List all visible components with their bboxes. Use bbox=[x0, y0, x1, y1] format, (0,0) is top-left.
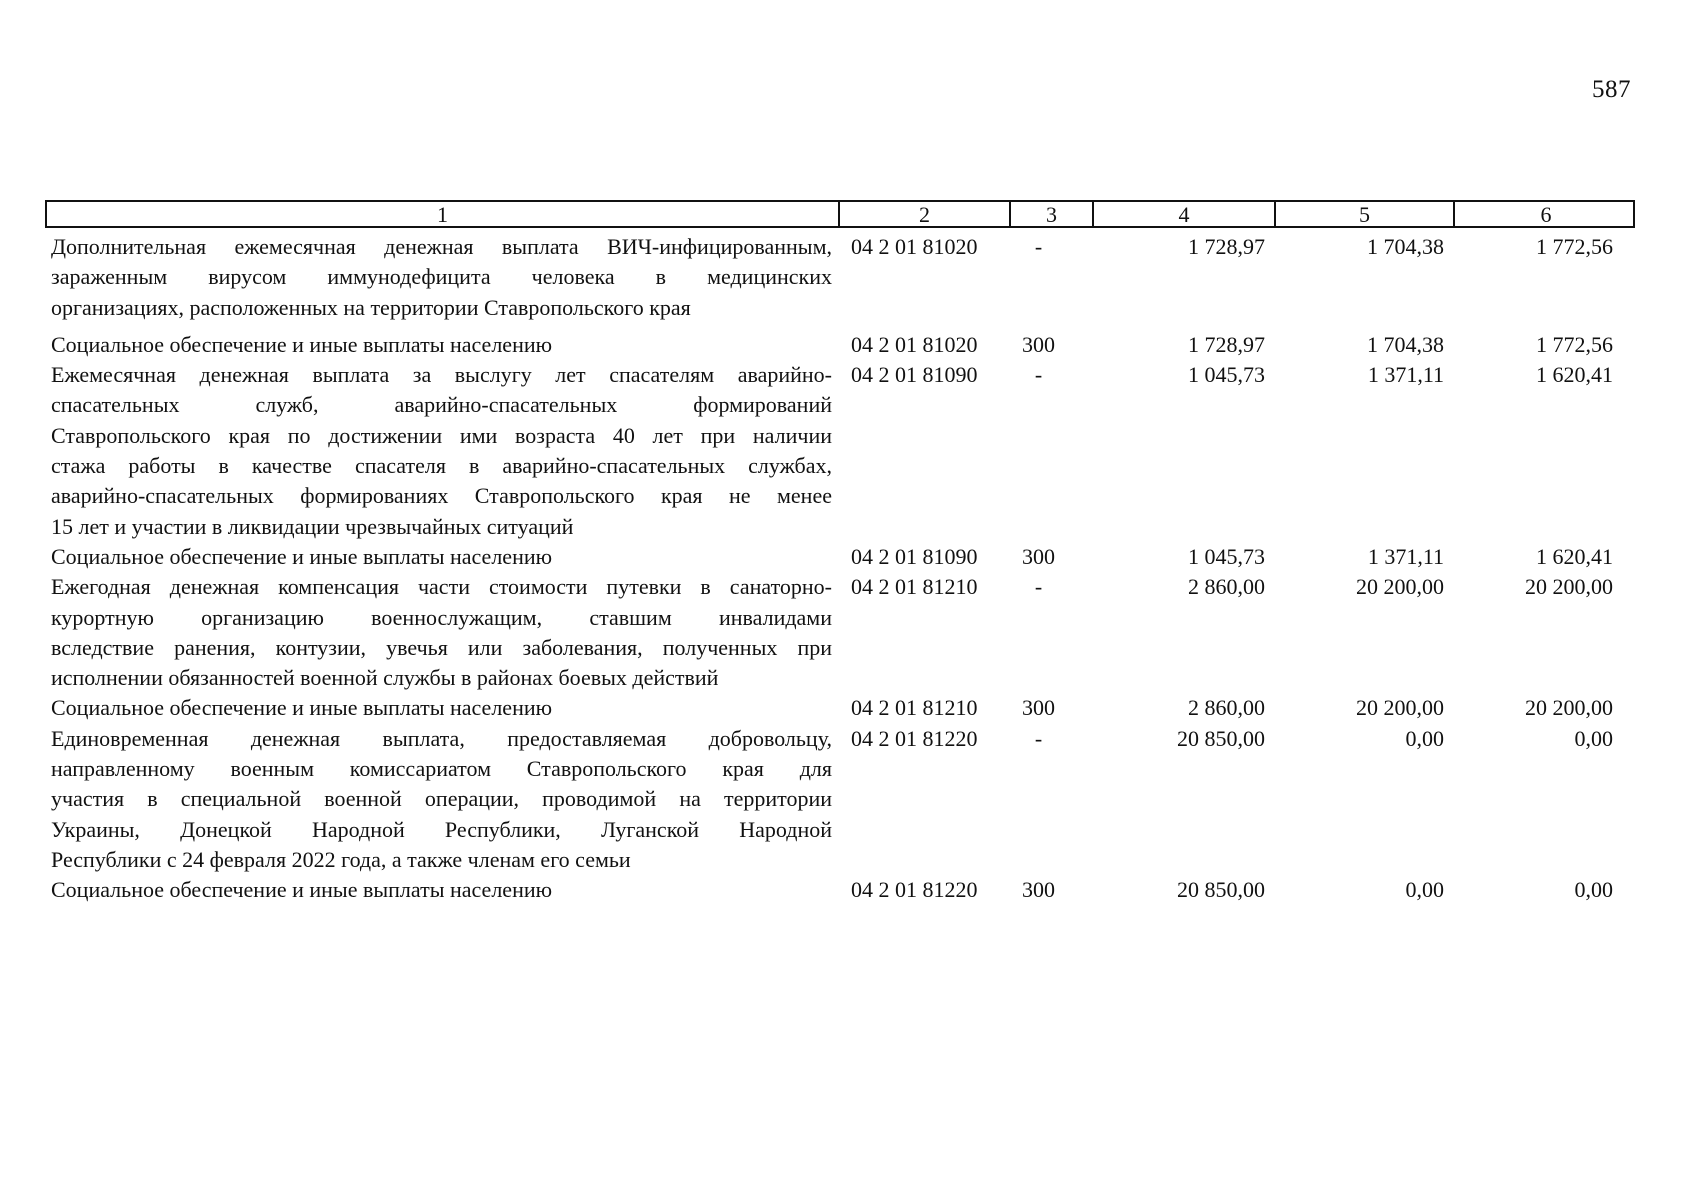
row-value-5: 1 704,38 bbox=[1367, 234, 1444, 259]
row-description bbox=[45, 542, 836, 572]
row-value-5: 20 200,00 bbox=[1356, 695, 1444, 721]
row-description bbox=[45, 232, 836, 323]
description-line: курортную организацию военнослужащим, ставшим инвалидами bbox=[51, 604, 832, 630]
row-value-6: 1 620,41 bbox=[1536, 362, 1613, 388]
description-line: Республики с 24 февраля 2022 года, а также членам его семьи bbox=[51, 846, 631, 872]
row-value-6: 1 772,56 bbox=[1536, 234, 1613, 259]
row-code: 04 2 01 81220 bbox=[851, 877, 978, 903]
table-body bbox=[45, 232, 1635, 906]
description-line: Единовременная денежная выплата, предоставляемая добровольцу, bbox=[51, 725, 832, 751]
row-value-4: 2 860,00 bbox=[1188, 695, 1265, 721]
description-line: исполнении обязанностей военной службы в районах боевых действий bbox=[51, 665, 719, 691]
row-expense-type: - bbox=[1034, 234, 1043, 259]
table-row bbox=[45, 875, 1635, 905]
row-value-6: 20 200,00 bbox=[1525, 574, 1613, 600]
row-description bbox=[45, 724, 836, 875]
table-row bbox=[45, 360, 1635, 542]
description-line: Украины, Донецкой Народной Республики, Луганской Народной bbox=[51, 816, 832, 842]
row-value-5: 1 371,11 bbox=[1367, 362, 1444, 388]
row-expense-type: - bbox=[1034, 574, 1043, 600]
table-row bbox=[45, 232, 1635, 323]
row-expense-type: 300 bbox=[1022, 695, 1055, 721]
description-line: 15 лет и участии в ликвидации чрезвычайных ситуаций bbox=[51, 513, 574, 539]
table-row bbox=[45, 724, 1635, 875]
row-value-4: 1 728,97 bbox=[1188, 234, 1265, 259]
header-cell-6: 6 bbox=[1453, 202, 1637, 228]
row-value-4: 20 850,00 bbox=[1177, 877, 1265, 903]
description-line: Социальное обеспечение и иные выплаты населению bbox=[51, 331, 553, 357]
description-line: зараженным вирусом иммунодефицита человека в медицинских bbox=[51, 264, 832, 290]
header-cell-2: 2 bbox=[838, 202, 1009, 228]
row-code: 04 2 01 81020 bbox=[851, 234, 978, 259]
row-value-5: 1 371,11 bbox=[1367, 543, 1444, 569]
table-row bbox=[45, 330, 1635, 360]
table-row bbox=[45, 693, 1635, 723]
description-line: Социальное обеспечение и иные выплаты населению bbox=[51, 543, 553, 569]
header-cell-5: 5 bbox=[1274, 202, 1453, 228]
row-expense-type: 300 bbox=[1022, 543, 1055, 569]
row-expense-type: - bbox=[1034, 362, 1043, 388]
row-value-6: 0,00 bbox=[1574, 725, 1613, 751]
page-number: 587 bbox=[1592, 76, 1631, 103]
row-value-6: 0,00 bbox=[1574, 877, 1613, 903]
description-line: участия в специальной военной операции, проводимой на территории bbox=[51, 786, 832, 812]
description-line: Социальное обеспечение и иные выплаты населению bbox=[51, 695, 553, 721]
description-line: Дополнительная ежемесячная денежная выплата ВИЧ-инфицированным, bbox=[51, 234, 832, 259]
description-line: Ежемесячная денежная выплата за выслугу лет спасателям аварийно- bbox=[51, 362, 832, 388]
table-row bbox=[45, 572, 1635, 693]
row-value-4: 1 045,73 bbox=[1188, 543, 1265, 569]
row-code: 04 2 01 81210 bbox=[851, 695, 978, 721]
row-expense-type: 300 bbox=[1022, 331, 1055, 357]
description-line: Ежегодная денежная компенсация части стоимости путевки в санаторно- bbox=[51, 574, 832, 600]
row-description bbox=[45, 693, 836, 723]
row-code: 04 2 01 81090 bbox=[851, 362, 978, 388]
row-value-6: 1 772,56 bbox=[1536, 331, 1613, 357]
description-line: организациях, расположенных на территории Ставропольского края bbox=[51, 294, 691, 320]
row-code: 04 2 01 81090 bbox=[851, 543, 978, 569]
row-description bbox=[45, 875, 836, 905]
row-value-4: 1 045,73 bbox=[1188, 362, 1265, 388]
description-line: аварийно-спасательных формированиях Ставропольского края не менее bbox=[51, 483, 832, 509]
description-line: Социальное обеспечение и иные выплаты населению bbox=[51, 877, 553, 903]
description-line: направленному военным комиссариатом Ставропольского края для bbox=[51, 756, 832, 782]
header-cell-4: 4 bbox=[1092, 202, 1274, 228]
row-value-6: 1 620,41 bbox=[1536, 543, 1613, 569]
row-expense-type: 300 bbox=[1022, 877, 1055, 903]
description-line: Ставропольского края по достижении ими возраста 40 лет при наличии bbox=[51, 422, 832, 448]
row-description bbox=[45, 572, 836, 693]
description-line: вследствие ранения, контузии, увечья или заболевания, полученных при bbox=[51, 634, 832, 660]
row-value-4: 1 728,97 bbox=[1188, 331, 1265, 357]
row-value-5: 20 200,00 bbox=[1356, 574, 1444, 600]
table-header-row bbox=[45, 200, 1635, 228]
description-line: стажа работы в качестве спасателя в аварийно-спасательных службах, bbox=[51, 453, 832, 479]
row-value-4: 20 850,00 bbox=[1177, 725, 1265, 751]
row-value-5: 1 704,38 bbox=[1367, 331, 1444, 357]
row-value-5: 0,00 bbox=[1405, 725, 1444, 751]
row-code: 04 2 01 81210 bbox=[851, 574, 978, 600]
description-line: спасательных служб, аварийно-спасательных формирований bbox=[51, 392, 832, 418]
row-value-4: 2 860,00 bbox=[1188, 574, 1265, 600]
row-value-5: 0,00 bbox=[1405, 877, 1444, 903]
row-code: 04 2 01 81020 bbox=[851, 331, 978, 357]
header-cell-3: 3 bbox=[1009, 202, 1092, 228]
row-description bbox=[45, 360, 836, 542]
row-value-6: 20 200,00 bbox=[1525, 695, 1613, 721]
row-description bbox=[45, 330, 836, 360]
table-row bbox=[45, 542, 1635, 572]
budget-table bbox=[45, 200, 1635, 906]
row-expense-type: - bbox=[1034, 725, 1043, 751]
header-cell-1: 1 bbox=[437, 202, 448, 227]
row-code: 04 2 01 81220 bbox=[851, 725, 978, 751]
